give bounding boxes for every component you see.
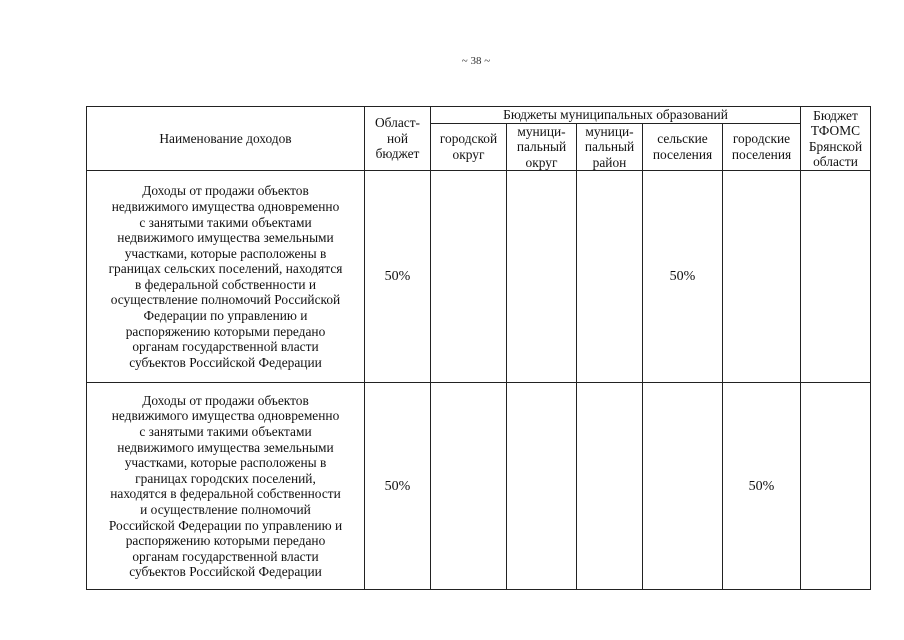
municipal-okrug-share-cell	[507, 383, 577, 590]
revenue-distribution-table	[86, 106, 871, 590]
header-city-okrug: городской округ	[431, 123, 507, 171]
table-row	[87, 383, 871, 590]
header-regional-budget: Област- ной бюджет	[365, 107, 431, 171]
table-header-row	[87, 107, 871, 124]
municipal-raion-share-cell	[577, 171, 643, 383]
header-municipal-budgets: Бюджеты муниципальных образований	[431, 107, 801, 124]
municipal-raion-share-cell	[577, 383, 643, 590]
municipal-okrug-share-cell	[507, 171, 577, 383]
city-okrug-share-cell	[431, 383, 507, 590]
tfoms-share-cell	[801, 383, 871, 590]
revenue-name-cell: Доходы от продажи объектов недвижимого имущества одновременно с занятыми такими объектами недвижимого имущества земельными участками, которые расположены в границах городских поселений, находятся в федеральной собственности и осуществление полномочий Российской Федерации по управлению и распоряжению которыми передано органам государственной власти субъектов Российской Федерации	[87, 383, 365, 590]
tfoms-share-cell	[801, 171, 871, 383]
city-okrug-share-cell	[431, 171, 507, 383]
rural-share-cell	[643, 383, 723, 590]
header-municipal-raion: муници- пальный район	[577, 123, 643, 171]
rural-share-cell: 50%	[643, 171, 723, 383]
header-urban-settlements: городские поселения	[723, 123, 801, 171]
regional-share-cell: 50%	[365, 171, 431, 383]
regional-share-cell: 50%	[365, 383, 431, 590]
header-revenue-name: Наименование доходов	[87, 107, 365, 171]
header-rural-settlements: сельские поселения	[643, 123, 723, 171]
urban-share-cell	[723, 171, 801, 383]
header-tfoms-budget: Бюджет ТФОМС Брянской области	[801, 107, 871, 171]
table-row	[87, 171, 871, 383]
urban-share-cell: 50%	[723, 383, 801, 590]
page-number: ~ 38 ~	[461, 55, 491, 67]
revenue-name-cell: Доходы от продажи объектов недвижимого имущества одновременно с занятыми такими объектами недвижимого имущества земельными участками, которые расположены в границах сельских поселений, находятся в федеральной собственности и осуществление полномочий Российской Федерации по управлению и распоряжению которыми передано органам государственной власти субъектов Российской Федерации	[87, 171, 365, 383]
header-municipal-okrug: муници- пальный округ	[507, 123, 577, 171]
